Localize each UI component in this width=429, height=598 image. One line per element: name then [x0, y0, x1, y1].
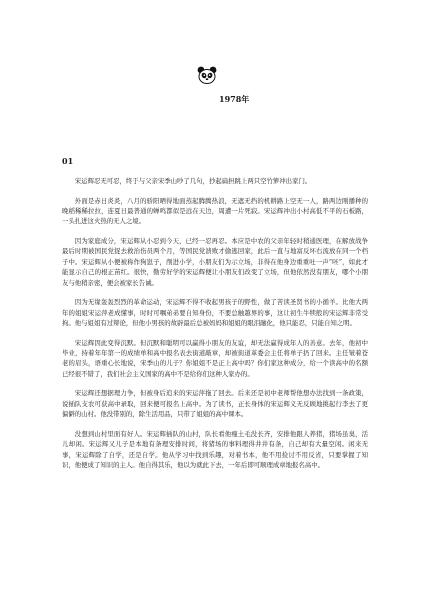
paragraph: 外面是赤日炎炎，八月的骄阳晒得地面蒸起腾腾热浪，无遮无挡的机耕路上空无一人，路两边刚播种的晚稻稀稀拉拉，连夏日最普通的蝉鸣都似是远在天边，周遭一片死寂。宋运辉冲出小村高低不平的石板路，一头扎进这火热的无人之境。 [62, 196, 368, 226]
paragraph: 因为家庭成分，宋运辉从小忍到今天，已经一忍再忍。本应是中农的父亲年轻时稍通医理，在解放战争最后时期被国民党捉去救治伤员两个月，等国民党溃败才偷逃回家，此后一直与地富反坏右流放在同一个档子中。宋运辉从小便被称作狗崽子，削进小学，小朋友们为示立场，非得在他身边重重吐一声“呸”，如此才能显示自己的根正苗红。很快，勤劳好学的宋运辉便让小朋友们改变了立场，但他依然没有朋友，哪个小朋友与他稍亲密，便会被家长告诫。 [62, 237, 368, 287]
paragraph: 因为无缘轰轰烈烈的革命运动，宋运辉不得不收起男孩子的野性，做了苦读圣贤书的小循羊。比他大两年的姐姐宋运萍老成懂事，时时可嘱弟弟要自知身份，不要总触越界的事，这让初生牛犊般的宋运辉非常受拘。他与姐姐有过辩论，但他小男孩的故辟最后总被妈妈和姐姐的眼泪融化，他只能忍，只能自知之明。 [62, 298, 368, 328]
year-heading: 1978年 [219, 94, 250, 104]
chapter-header [0, 64, 429, 114]
paragraph: 宋运辉忍无可忍，终于与父亲宋季山吵了几句，抄起扁担跳上两只空竹箩冲出家门。 [74, 177, 312, 185]
paragraph: 没想到山村里面有好人。宋运辉插队的山村，队长看他瘦土毛没长齐，安排他跟人养猪，猪场虽臭，活儿却闲。宋运辉又儿子是本地有条理安排时间，将猪场的事料理得井井有条，自己却有大量空闲。闲来无事，宋运辉除了自学，还是自学。他从学习中找到乐趣，对着书本，他不用捡讨不用反省，只要掌握了知识，他便成了知识的主人。他自得其乐，他以为就此下去，一年后即可顺理成章地报名高中。 [62, 429, 368, 470]
paragraph: 宋运辉因此变得沉默。但沉默和聪明可以赢得小朋友的友谊，却无法赢得成年人的善意。去年，他初中毕业，持着年年第一的成绩单和高中报名表去街道敲章，却被街道革委会主任将单子扔了回来。主任皱着苍老的眉头，语重心长地说，宋季山的儿子？你姐姐不是正上高中吗？你们家这种成分，给一个读高中的名额已经很不错了，我们社会主义国家的高中不是给你们这种人家办的。 [62, 338, 368, 378]
chapter-number: 01 [62, 156, 74, 166]
body-text [62, 176, 368, 480]
panda-icon [196, 64, 218, 86]
paragraph: 宋运辉还想据理力争，但被身后追来的宋运萍拖了回去。后来还是初中老师帮他想办法找到一条政策，说插队支农可获高中录取，回来便可报名上高中。为了读书，正长身体的宋运辉义无反顾地挑起行李去了更偏僻的山村。他没带别的，除生活用品，只带了姐姐的高中课本。 [62, 389, 368, 419]
